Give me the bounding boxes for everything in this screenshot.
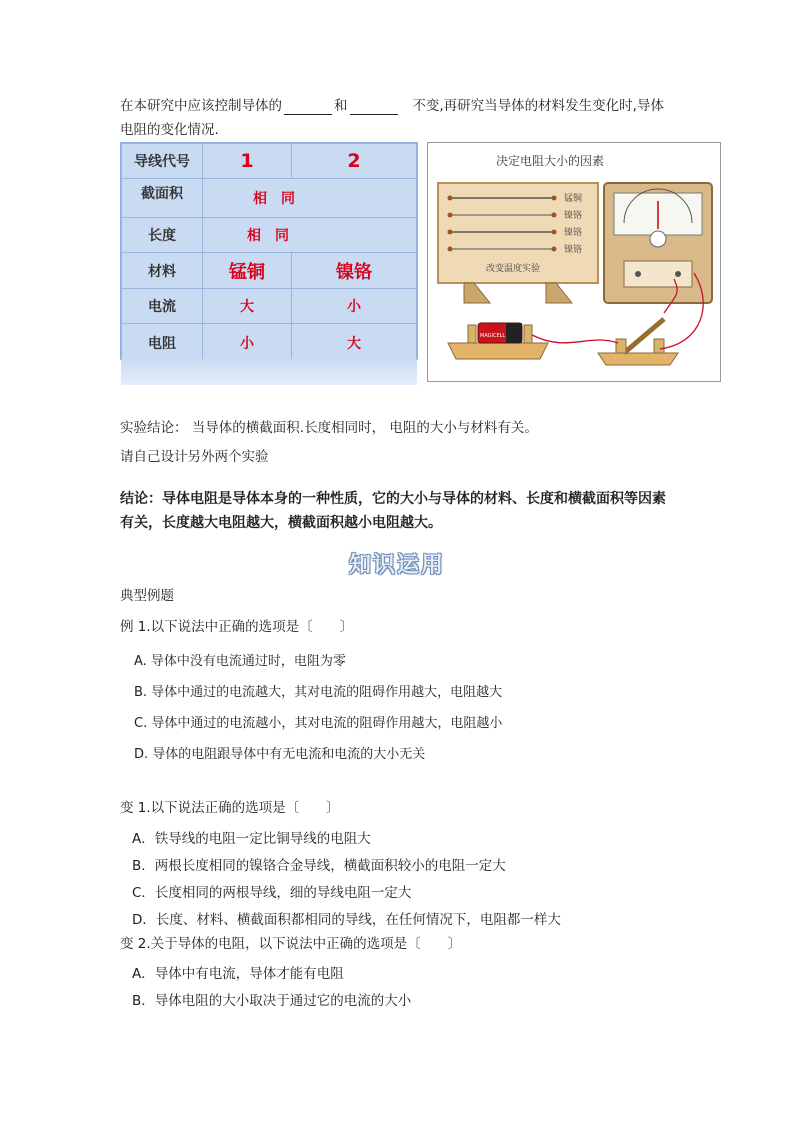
wire-label-3: 镍铬 — [564, 228, 583, 238]
examples-label: 典型例题 — [120, 588, 174, 604]
row-resistance-col2: 大 — [292, 324, 417, 362]
figure-title: 决定电阻大小的因素 — [496, 154, 605, 168]
q1-option-a: A. 导体中没有电流通过时，电阻为零 — [134, 654, 346, 669]
wire-label-4: 镍铬 — [564, 245, 583, 255]
comparison-table-panel — [120, 142, 418, 360]
row-label-material: 材料 — [122, 253, 203, 289]
v2-option-b: B．导体电阻的大小取决于通过它的电流的大小 — [132, 993, 412, 1009]
q1-option-c: C. 导体中通过的电流越小，其对电流的阻碍作用越大，电阻越小 — [134, 716, 503, 731]
summary-line-1: 结论：导体电阻是导体本身的一种性质，它的大小与导体的材料、长度和横截面积等因素 — [120, 491, 666, 507]
row-material-col1: 锰铜 — [203, 253, 292, 289]
row-length-value: 相 同 — [203, 218, 417, 253]
summary-line-2: 有关，长度越大电阻越大，横截面积越小电阻越大。 — [120, 515, 442, 531]
experiment-drawing — [428, 143, 720, 381]
row-material-col2: 镍铬 — [292, 253, 417, 289]
wire-label-2: 镍铬 — [564, 211, 583, 221]
wire-label-1: 锰铜 — [564, 194, 583, 204]
header-col1: 1 — [203, 144, 292, 179]
row-label-resistance: 电阻 — [122, 324, 203, 362]
q1-option-b: B. 导体中通过的电流越大，其对电流的阻碍作用越大，电阻越大 — [134, 685, 503, 700]
q1-stem: 例 1.以下说法中正确的选项是〔 〕 — [120, 619, 354, 635]
design-prompt: 请自己设计另外两个实验 — [120, 449, 269, 465]
v2-option-a: A．导体中有电流，导体才能有电阻 — [132, 966, 344, 982]
intro-line-1 — [120, 97, 664, 115]
v1-option-b: B．两根长度相同的镍铬合金导线，横截面积较小的电阻一定大 — [132, 858, 506, 874]
row-resistance-col1: 小 — [203, 324, 292, 362]
intro-text-b: 和 — [334, 98, 348, 114]
row-label-current: 电流 — [122, 289, 203, 324]
fill-blank-2[interactable] — [350, 100, 398, 115]
v1-stem: 变 1.以下说法正确的选项是〔 〕 — [120, 800, 340, 816]
intro-text-a: 在本研究中应该控制导体的 — [120, 98, 282, 114]
row-current-col1: 大 — [203, 289, 292, 324]
row-area-value: 相 同 — [203, 179, 417, 218]
intro-text-c: 不变,再研究当导体的材料发生变化时,导体 — [412, 98, 664, 114]
v2-stem: 变 2.关于导体的电阻，以下说法中正确的选项是〔 〕 — [120, 936, 462, 952]
v1-option-a: A．铁导线的电阻一定比铜导线的电阻大 — [132, 831, 371, 847]
header-col2: 2 — [292, 144, 417, 179]
row-current-col2: 小 — [292, 289, 417, 324]
row-label-area: 截面积 — [122, 179, 203, 218]
battery-label: MAGICELL — [480, 333, 506, 339]
v1-option-d: D．长度、材料、横截面积都相同的导线，在任何情况下，电阻都一样大 — [132, 912, 561, 928]
row-label-length: 长度 — [122, 218, 203, 253]
section-title: 知识运用 — [348, 553, 445, 578]
q1-option-d: D. 导体的电阻跟导体中有无电流和电流的大小无关 — [134, 747, 426, 762]
experiment-conclusion: 实验结论： 当导体的横截面积.长度相同时， 电阻的大小与材料有关。 — [120, 420, 538, 436]
v1-option-c: C．长度相同的两根导线，细的导线电阻一定大 — [132, 885, 412, 901]
board-caption: 改变温度实验 — [486, 264, 541, 274]
experiment-illustration — [427, 142, 721, 382]
header-label: 导线代号 — [122, 144, 203, 179]
intro-line-2: 电阻的变化情况. — [120, 122, 219, 138]
comparison-table — [121, 143, 417, 362]
table-panel-strip — [121, 359, 417, 385]
fill-blank-1[interactable] — [284, 100, 332, 115]
